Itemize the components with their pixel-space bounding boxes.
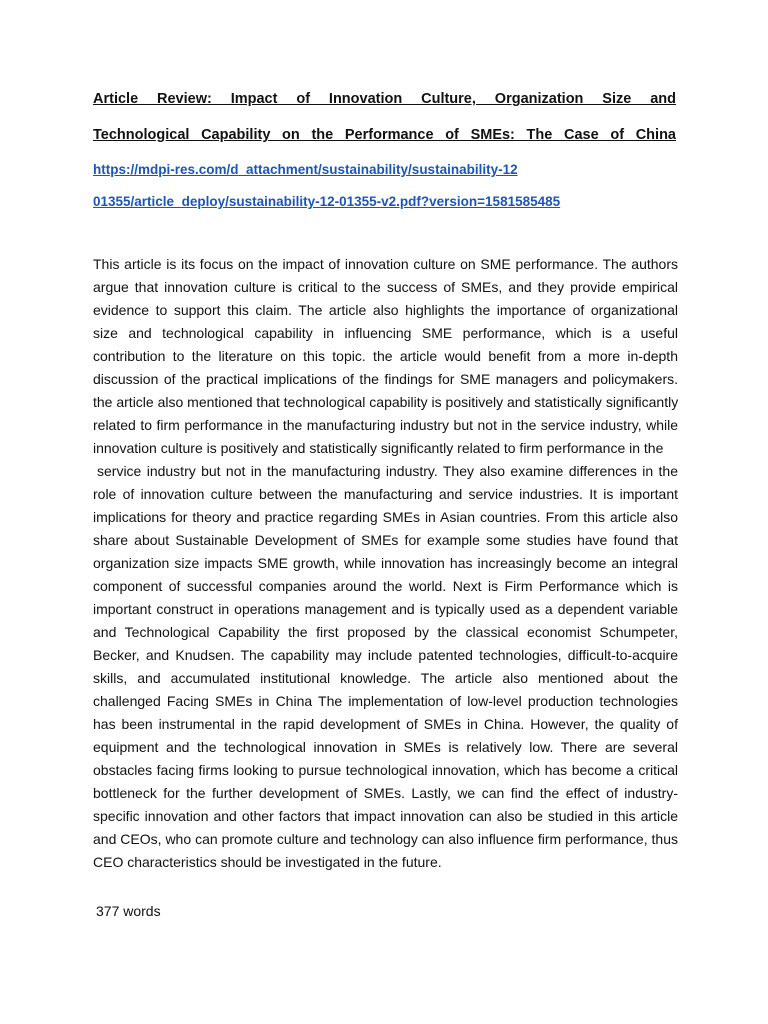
body-line: role of innovation culture between the manufacturing and service industries. It is important: [93, 486, 678, 502]
body-line: implications for theory and practice regarding SMEs in Asian countries. From this article also: [93, 509, 678, 525]
body-line: argue that innovation culture is critical to the success of SMEs, and they provide empirical: [93, 279, 678, 295]
body-line: and Technological Capability the first proposed by the classical economist Schumpeter,: [93, 624, 678, 640]
body-line: has been instrumental in the rapid development of SMEs in China. However, the quality of: [93, 716, 678, 732]
body-line: This article is its focus on the impact of innovation culture on SME performance. The authors: [93, 256, 678, 272]
body-line: component of successful companies around the world. Next is Firm Performance which is: [93, 578, 678, 594]
body-line: innovation culture is positively and statistically significantly related to firm performance in the: [93, 440, 664, 456]
article-link-line-1[interactable]: https://mdpi-res.com/d_attachment/sustainability/sustainability-12: [93, 162, 518, 177]
review-body: [93, 254, 678, 875]
body-line: service industry but not in the manufacturing industry. They also examine differences in the: [97, 463, 678, 479]
body-line: Becker, and Knudsen. The capability may include patented technologies, difficult-to-acquire: [93, 647, 678, 663]
body-line: obstacles facing firms looking to pursue technological innovation, which has become a critical: [93, 762, 678, 778]
body-line: CEO characteristics should be investigated in the future.: [93, 854, 442, 870]
body-line: evidence to support this claim. The article also highlights the importance of organizational: [93, 302, 678, 318]
body-line: bottleneck for the further development of SMEs. Lastly, we can find the effect of industry-: [93, 785, 678, 801]
body-line: equipment and the technological innovation in SMEs is relatively low. There are several: [93, 739, 678, 755]
body-line: the article also mentioned that technological capability is positively and statistically significantly: [93, 394, 679, 410]
body-line: organization size impacts SME growth, while innovation has increasingly become an integral: [93, 555, 678, 571]
body-line: specific innovation and other factors that impact innovation can also be studied in this article: [93, 808, 678, 824]
article-link-line-2[interactable]: 01355/article_deploy/sustainability-12-01355-v2.pdf?version=1581585485: [93, 194, 561, 209]
article-title-line-1: Article Review: Impact of Innovation Culture, Organization Size and: [93, 91, 676, 107]
body-line: share about Sustainable Development of SMEs for example some studies have found that: [93, 532, 678, 548]
body-line: related to firm performance in the manufacturing industry but not in the service industry, while: [93, 417, 678, 433]
article-title-line-2: Technological Capability on the Performance of SMEs: The Case of China: [93, 127, 676, 143]
body-line: and CEOs, who can promote culture and technology can also influence firm performance, thus: [93, 831, 678, 847]
body-line: contribution to the literature on this topic. the article would benefit from a more in-depth: [93, 348, 678, 364]
body-line: discussion of the practical implications of the findings for SME managers and policymakers.: [93, 371, 678, 387]
body-line: skills, and accumulated institutional knowledge. The article also mentioned about the: [93, 670, 678, 686]
body-line: important construct in operations management and is typically used as a dependent variable: [93, 601, 678, 617]
body-line: challenged Facing SMEs in China The implementation of low-level production technologies: [93, 693, 678, 709]
word-count: 377 words: [96, 903, 161, 919]
body-line: size and technological capability in influencing SME performance, which is a useful: [93, 325, 678, 341]
